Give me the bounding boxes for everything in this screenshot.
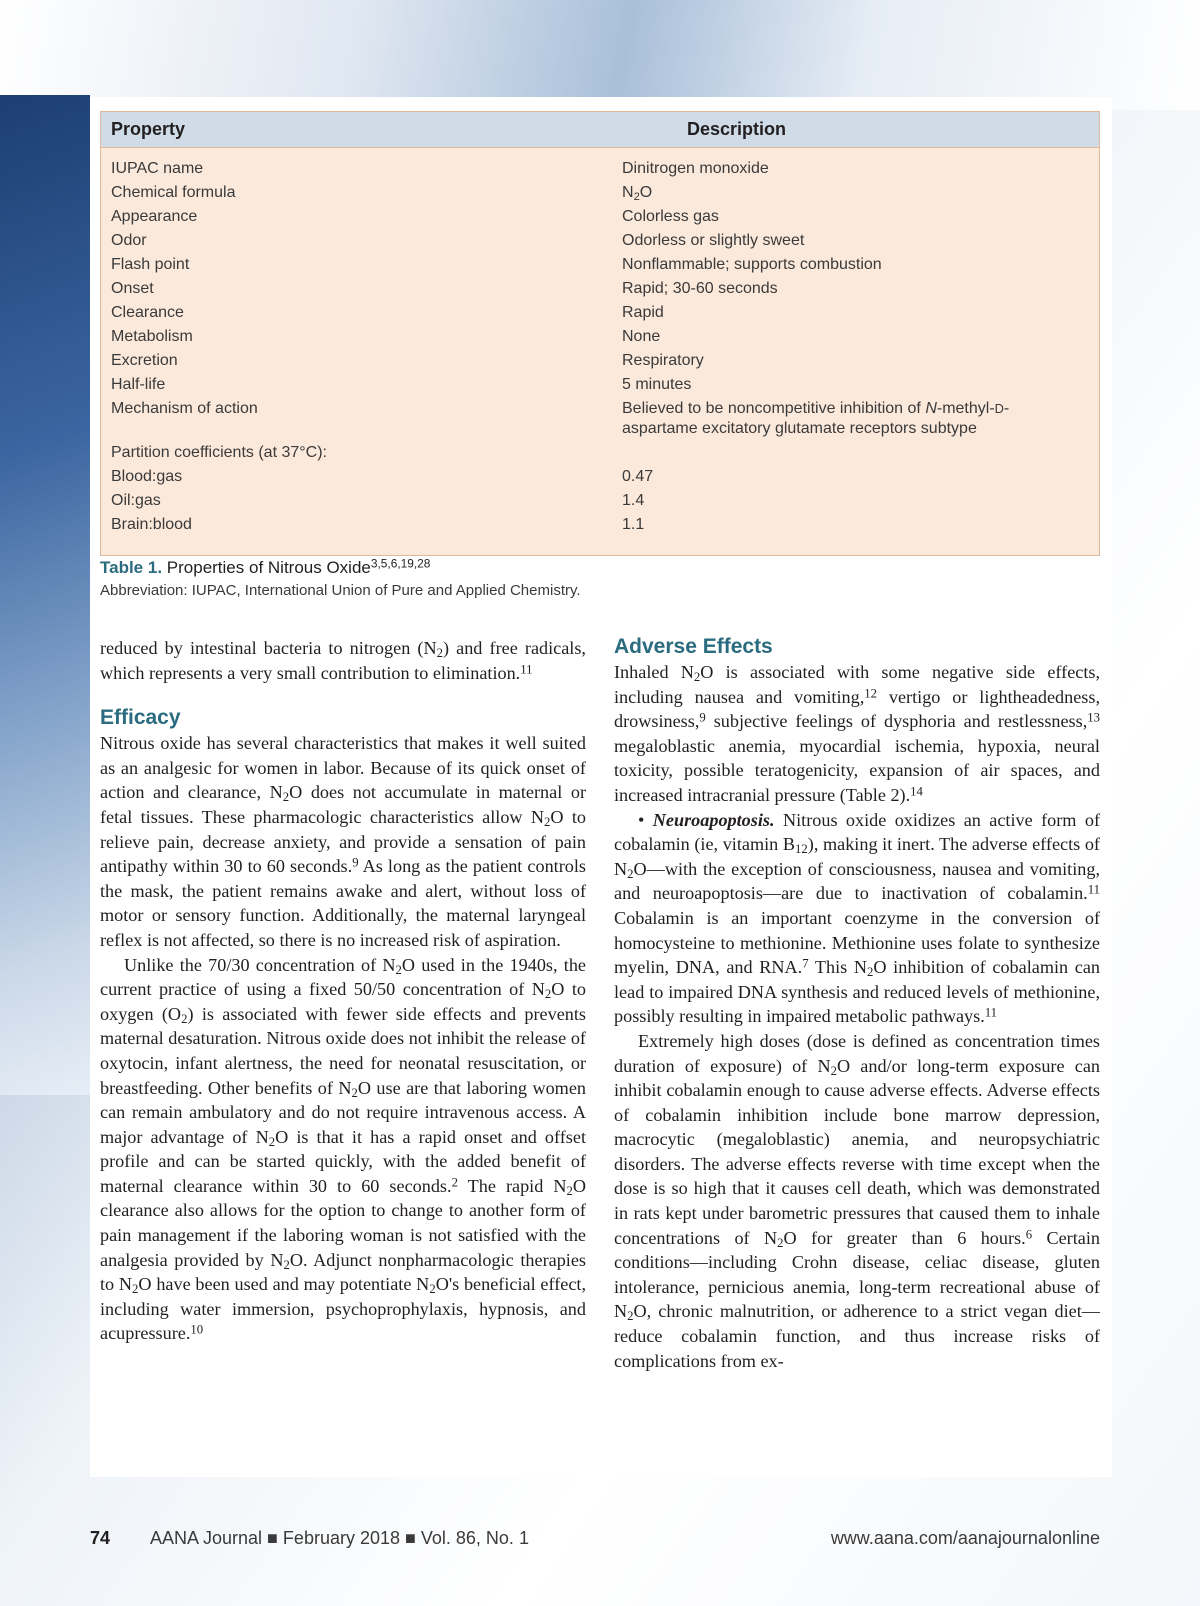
cell-property: IUPAC name [111, 160, 204, 177]
cell-description: 1.4 [622, 492, 645, 509]
header-description: Description [687, 119, 787, 139]
cell-property: Partition coefficients (at 37°C): [111, 444, 327, 461]
cell-property: Excretion [111, 352, 178, 369]
cell-description: Dinitrogen monoxide [622, 160, 769, 177]
caption-label: Table 1. [100, 558, 163, 577]
page-number: 74 [90, 1528, 111, 1548]
cell-description: 0.47 [622, 468, 654, 485]
cell-property: Blood:gas [111, 468, 183, 485]
cell-description: Colorless gas [622, 208, 719, 225]
decorative-swoosh-top [0, 0, 1200, 110]
neuroapoptosis-text: Nitrous oxide oxidizes an active form of cobalamin (ie, vitamin $B_{12}$), making it inert. The adverse effects of $N_2O—with$ the exception of consciousness, nausea and vomiting, and neuroapoptosis—are due to inactivation of cobalamin.$^{11}$ Cobalamin is an important coenzyme in the conversion of homocysteine to methionine. Methionine uses folate to synthesize myelin, DNA, and RNA.$^7$ This $N_2O$ inhibition of cobalamin can lead to impaired DNA synthesis and reduced levels of methionine, possibly resulting in impaired metabolic pathways.$^{11}$ [614, 809, 1101, 1027]
cell-property: Flash point [111, 256, 190, 273]
cell-description: $N_2O$ [622, 184, 653, 203]
caption-abbreviation: Abbreviation: IUPAC, International Union of Pure and Applied Chemistry. [100, 582, 581, 599]
cell-property: Onset [111, 280, 154, 297]
cell-description: Rapid [622, 304, 664, 321]
right-column [614, 634, 1100, 1373]
caption-refs: 3,5,6,19,28 [370, 556, 431, 571]
cell-property: Clearance [111, 304, 184, 321]
caption-title: Properties of Nitrous Oxide [166, 558, 371, 577]
cell-description: Respiratory [622, 352, 704, 369]
cell-property: Oil:gas [111, 492, 161, 509]
decorative-swoosh-left [0, 95, 90, 1095]
neuroapoptosis-paragraph: • Neuroapoptosis. Nitrous oxide oxidizes an active form of cobalamin (ie, vitamin $B_{12}$), making it inert. The adverse effects of $N_2O—with$ the exception of consciousness, nausea and vomiting, and neuroapoptosis—are due to inactivation of cobalamin.$^{11}$ Cobalamin is an important coenzyme in the conversion of homocysteine to methionine. Methionine uses folate to synthesize myelin, DNA, and RNA.$^7$ This $N_2O$ inhibition of cobalamin can lead to impaired DNA synthesis and reduced levels of methionine, possibly resulting in impaired metabolic pathways.$^{11}$ [614, 809, 1101, 1027]
intro-paragraph: reduced by intestinal bacteria to nitrogen $(N_2)$ and free radicals, which represents a very small contribution to elimination.$^{11}$ [100, 638, 586, 683]
properties-table [100, 111, 1100, 556]
header-property: Property [111, 119, 186, 139]
cell-property: Appearance [111, 208, 198, 225]
left-column [100, 636, 586, 1346]
cell-description: None [622, 328, 661, 345]
table-caption [100, 558, 581, 599]
journal-url[interactable]: www.aana.com/aanajournalonline [830, 1528, 1100, 1548]
journal-info: AANA Journal ■ February 2018 ■ Vol. 86, No. 1 [150, 1528, 529, 1548]
cell-property: Metabolism [111, 328, 193, 345]
cell-property: Mechanism of action [111, 400, 258, 417]
cell-property: Half-life [111, 376, 166, 393]
dose-paragraph: Extremely high doses (dose is defined as concentration times duration of exposure) of $N_2O$ and/or long-term exposure can inhibit cobalamin enough to cause adverse effects. Adverse effects of cobalamin inhibition include bone marrow depression, macrocytic (megaloblastic) anemia, and neuropsychiatric disorders. The adverse effects reverse with time except when the dose is so high that it causes cell death, which was demonstrated in rats kept under barometric pressures that caused them to inhale concentrations of $N_2O$ for greater than 6 hours.$^6$ Certain conditions—including Crohn disease, celiac disease, gluten intolerance, pernicious anemia, long-term recreational abuse of $N_2O$, chronic malnutrition, or adherence to a strict vegan diet—reduce cobalamin function, and thus increase risks of complications from ex- [614, 1030, 1100, 1371]
cell-description: Nonflammable; supports combustion [622, 256, 882, 273]
efficacy-paragraph-1: Nitrous oxide has several characteristics that makes it well suited as an analgesic for women in labor. Because of its quick onset of action and clearance, $N_2O$ does not accumulate in maternal or fetal tissues. These pharmacologic characteristics allow $N_2O$ to relieve pain, decrease anxiety, and provide a sensation of pain antipathy within 30 to 60 seconds.$^9$ As long as the patient controls the mask, the patient remains awake and alert, without loss of motor or sensory function. Additionally, the maternal laryngeal reflex is not affected, so there is no increased risk of aspiration. [100, 733, 587, 950]
cell-description: 1.1 [622, 516, 645, 533]
cell-description: 5 minutes [622, 376, 692, 393]
neuroapoptosis-label: Neuroapoptosis. [652, 809, 775, 830]
cell-property: Brain:blood [111, 516, 192, 533]
cell-description: Believed to be noncompetitive inhibition of N-methyl-D-aspartame excitatory glutamate receptors subtype [622, 400, 1010, 437]
cell-description: Rapid; 30-60 seconds [622, 280, 778, 297]
efficacy-heading: Efficacy [100, 706, 181, 730]
cell-property: Chemical formula [111, 184, 236, 201]
cell-property: Odor [111, 232, 147, 249]
cell-description: Odorless or slightly sweet [622, 232, 805, 249]
adverse-effects-heading: Adverse Effects [614, 635, 773, 658]
efficacy-paragraph-2: Unlike the 70/30 concentration of $N_2O$ used in the 1940s, the current practice of using a fixed 50/50 concentration of $N_2O$ to oxygen $(O_2)$ is associated with fewer side effects and prevents maternal desaturation. Nitrous oxide does not inhibit the release of oxytocin, infant alertness, the need for neonatal resuscitation, or breastfeeding. Other benefits of $N_2O$ use are that laboring women can remain ambulatory and do not require intravenous access. A major advantage of $N_2O$ is that it has a rapid onset and offset profile and can be started quickly, with the added benefit of maternal clearance within 30 to 60 seconds.$^2$ The rapid $N_2O$ clearance also allows for the option to change to another form of pain management if the laboring woman is not satisfied with the analgesia provided by $N_2O$. Adjunct nonpharmacologic therapies to $N_2O$ have been used and may potentiate $N_2O's$ beneficial effect, including water immersion, psychoprophylaxis, hypnosis, and acupressure.$^{10}$ [100, 954, 586, 1344]
adverse-paragraph-1: Inhaled $N_2O$ is associated with some negative side effects, including nausea and vomiting,$^{12}$ vertigo or lightheadedness, drowsiness,$^9$ subjective feelings of dysphoria and restlessness,$^{13}$ megaloblastic anemia, myocardial ischemia, hypoxia, neural toxicity, possible teratogenicity, expansion of air spaces, and increased intracranial pressure (Table 2).$^{14}$ [614, 662, 1101, 805]
table-header [101, 112, 1099, 148]
